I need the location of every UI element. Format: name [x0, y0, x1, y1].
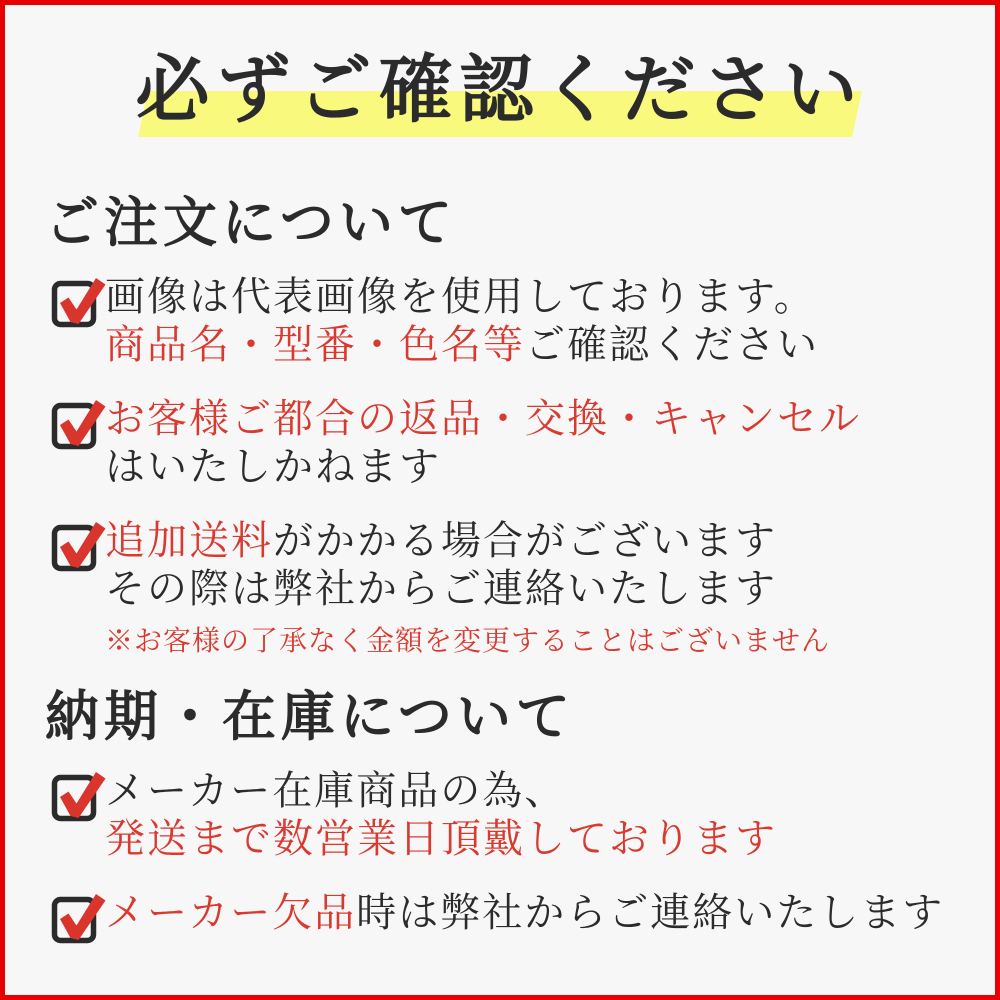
checklist-item-text [105, 273, 819, 369]
text-segment-black: 時は弊社からご連絡いたします [356, 890, 945, 935]
section-1 [45, 191, 965, 659]
checklist-item-text [105, 395, 861, 491]
checklist-item-text [105, 767, 777, 863]
text-segment-red: ※お客様の了承なく金額を変更することはございません [105, 626, 831, 657]
checklist-item-text [105, 517, 830, 659]
section-2 [45, 685, 965, 943]
text-segment-black: はいたしかねます [105, 444, 441, 489]
item-line [105, 517, 830, 565]
checklist-item-text [105, 889, 944, 937]
section-heading: ご注文について [45, 193, 457, 253]
item-line [105, 565, 830, 613]
text-segment-black: 画像は代表画像を使用しております。 [105, 274, 816, 319]
text-segment-black: がかかる場合がございます [273, 518, 777, 563]
text-segment-black: ご確認ください [525, 322, 819, 367]
notice-content [5, 191, 995, 943]
item-line [105, 273, 819, 321]
checked-checkbox-icon [51, 275, 97, 327]
checklist-item [51, 273, 965, 369]
fine-print-line [105, 625, 830, 659]
item-line [105, 815, 777, 863]
text-segment-black: その際は弊社からご連絡いたします [105, 566, 777, 611]
checklist-item [51, 889, 965, 943]
page-title-block [5, 39, 995, 143]
checked-checkbox-icon [51, 519, 97, 571]
text-segment-red: 発送まで数営業日頂戴しております [105, 816, 777, 861]
text-segment-black: メーカー在庫商品の為、 [105, 768, 567, 813]
item-line [105, 395, 861, 443]
text-segment-red: 追加送料 [105, 518, 273, 563]
item-line [105, 767, 777, 815]
checked-checkbox-icon [51, 891, 97, 943]
checked-checkbox-icon [51, 397, 97, 449]
text-segment-red: 商品名・型番・色名等 [105, 322, 525, 367]
checked-checkbox-icon [51, 769, 97, 821]
checklist-item [51, 767, 965, 863]
text-segment-red: メーカー欠品 [105, 890, 357, 935]
item-line [105, 321, 819, 369]
checklist-item [51, 517, 965, 659]
section-heading: 納期・在庫について [45, 687, 575, 747]
text-segment-red: お客様ご都合の返品・交換・キャンセル [105, 396, 861, 441]
checklist-item [51, 395, 965, 491]
item-line [105, 443, 861, 491]
item-line [105, 889, 944, 937]
page-title: 必ずご確認ください [135, 50, 865, 132]
